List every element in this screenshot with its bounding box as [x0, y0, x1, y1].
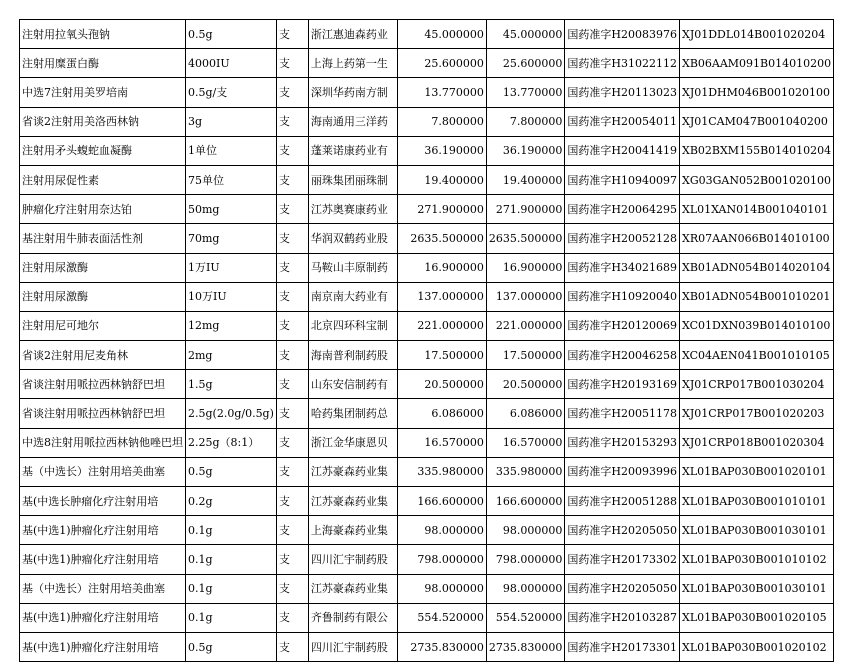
drug-code-cell[interactable]: XG03GAN052B001020100 — [679, 165, 833, 194]
retail-price-cell[interactable]: 20.500000 — [486, 370, 564, 399]
price-cell[interactable]: 2635.500000 — [397, 224, 486, 253]
unit-cell[interactable]: 支 — [276, 253, 308, 282]
unit-cell[interactable]: 支 — [276, 341, 308, 370]
drug-name-cell[interactable]: 注射用尿促性素 — [20, 165, 186, 194]
approval-number-cell[interactable]: 国药准字H20093996 — [565, 457, 680, 486]
approval-number-cell[interactable]: 国药准字H20205050 — [565, 516, 680, 545]
drug-name-cell[interactable]: 基注射用牛肺表面活性剂 — [20, 224, 186, 253]
manufacturer-cell[interactable]: 北京四环科宝制 — [308, 311, 397, 340]
drug-code-cell[interactable]: XJ01DDL014B001020204 — [679, 20, 833, 49]
manufacturer-cell[interactable]: 浙江惠迪森药业 — [308, 20, 397, 49]
unit-cell[interactable]: 支 — [276, 632, 308, 661]
drug-code-cell[interactable]: XJ01CAM047B001040200 — [679, 107, 833, 136]
unit-cell[interactable]: 支 — [276, 311, 308, 340]
price-cell[interactable]: 16.900000 — [397, 253, 486, 282]
price-cell[interactable]: 335.980000 — [397, 457, 486, 486]
manufacturer-cell[interactable]: 丽珠集团丽珠制 — [308, 165, 397, 194]
unit-cell[interactable]: 支 — [276, 487, 308, 516]
retail-price-cell[interactable]: 2735.830000 — [486, 632, 564, 661]
drug-code-cell[interactable]: XL01BAP030B001020105 — [679, 603, 833, 632]
spec-cell[interactable]: 3g — [186, 107, 277, 136]
price-cell[interactable]: 137.000000 — [397, 282, 486, 311]
unit-cell[interactable]: 支 — [276, 574, 308, 603]
price-cell[interactable]: 271.900000 — [397, 195, 486, 224]
drug-name-cell[interactable]: 省谈注射用哌拉西林钠舒巴坦 — [20, 370, 186, 399]
spec-cell[interactable]: 0.5g — [186, 632, 277, 661]
drug-name-cell[interactable]: 省谈2注射用尼麦角林 — [20, 341, 186, 370]
retail-price-cell[interactable]: 16.900000 — [486, 253, 564, 282]
approval-number-cell[interactable]: 国药准字H20046258 — [565, 341, 680, 370]
table-row — [20, 49, 834, 78]
retail-price-cell[interactable]: 25.600000 — [486, 49, 564, 78]
unit-cell[interactable]: 支 — [276, 428, 308, 457]
retail-price-cell[interactable]: 554.520000 — [486, 603, 564, 632]
retail-price-cell[interactable]: 221.000000 — [486, 311, 564, 340]
table-row — [20, 195, 834, 224]
approval-number-cell[interactable]: 国药准字H20041419 — [565, 136, 680, 165]
drug-name-cell[interactable]: 基(中选1)肿瘤化疗注射用培 — [20, 603, 186, 632]
unit-cell[interactable]: 支 — [276, 545, 308, 574]
spec-cell[interactable]: 0.1g — [186, 574, 277, 603]
manufacturer-cell[interactable]: 海南普利制药股 — [308, 341, 397, 370]
spec-cell[interactable]: 0.2g — [186, 487, 277, 516]
price-cell[interactable]: 13.770000 — [397, 78, 486, 107]
unit-cell[interactable]: 支 — [276, 49, 308, 78]
drug-name-cell[interactable]: 省谈注射用哌拉西林钠舒巴坦 — [20, 399, 186, 428]
spec-cell[interactable]: 70mg — [186, 224, 277, 253]
price-cell[interactable]: 16.570000 — [397, 428, 486, 457]
unit-cell[interactable]: 支 — [276, 457, 308, 486]
spec-cell[interactable]: 1万IU — [186, 253, 277, 282]
retail-price-cell[interactable]: 7.800000 — [486, 107, 564, 136]
unit-cell[interactable]: 支 — [276, 78, 308, 107]
table-row — [20, 603, 834, 632]
drug-code-cell[interactable]: XB06AAM091B014010200 — [679, 49, 833, 78]
manufacturer-cell[interactable]: 南京南大药业有 — [308, 282, 397, 311]
drug-name-cell[interactable]: 注射用矛头蝮蛇血凝酶 — [20, 136, 186, 165]
drug-name-cell[interactable]: 肿瘤化疗注射用奈达铂 — [20, 195, 186, 224]
manufacturer-cell[interactable]: 深圳华药南方制 — [308, 78, 397, 107]
drug-code-cell[interactable]: XL01BAP030B001010101 — [679, 487, 833, 516]
drug-name-cell[interactable]: 省谈2注射用美洛西林钠 — [20, 107, 186, 136]
spec-cell[interactable]: 12mg — [186, 311, 277, 340]
spec-cell[interactable]: 4000IU — [186, 49, 277, 78]
table-row — [20, 370, 834, 399]
drug-code-cell[interactable]: XJ01CRP017B001020203 — [679, 399, 833, 428]
drug-name-cell[interactable]: 注射用尿激酶 — [20, 282, 186, 311]
price-cell[interactable]: 221.000000 — [397, 311, 486, 340]
retail-price-cell[interactable]: 19.400000 — [486, 165, 564, 194]
retail-price-cell[interactable]: 36.190000 — [486, 136, 564, 165]
drug-name-cell[interactable]: 基(中选长肿瘤化疗注射用培 — [20, 487, 186, 516]
price-cell[interactable]: 25.600000 — [397, 49, 486, 78]
manufacturer-cell[interactable]: 江苏豪森药业集 — [308, 457, 397, 486]
retail-price-cell[interactable]: 13.770000 — [486, 78, 564, 107]
approval-number-cell[interactable]: 国药准字H20205050 — [565, 574, 680, 603]
table-row — [20, 428, 834, 457]
unit-cell[interactable]: 支 — [276, 107, 308, 136]
spec-cell[interactable]: 0.5g — [186, 20, 277, 49]
manufacturer-cell[interactable]: 江苏豪森药业集 — [308, 574, 397, 603]
drug-name-cell[interactable]: 中选8注射用哌拉西林钠他唑巴坦 — [20, 428, 186, 457]
approval-number-cell[interactable]: 国药准字H10920040 — [565, 282, 680, 311]
drug-code-cell[interactable]: XJ01CRP017B001030204 — [679, 370, 833, 399]
table-row — [20, 399, 834, 428]
spec-cell[interactable]: 0.1g — [186, 603, 277, 632]
drug-code-cell[interactable]: XL01BAP030B001020102 — [679, 632, 833, 661]
spec-cell[interactable]: 50mg — [186, 195, 277, 224]
drug-code-cell[interactable]: XL01XAN014B001040101 — [679, 195, 833, 224]
unit-cell[interactable]: 支 — [276, 399, 308, 428]
price-cell[interactable]: 19.400000 — [397, 165, 486, 194]
retail-price-cell[interactable]: 98.000000 — [486, 516, 564, 545]
spec-cell[interactable]: 2.25g（8:1） — [186, 428, 277, 457]
retail-price-cell[interactable]: 2635.500000 — [486, 224, 564, 253]
unit-cell[interactable]: 支 — [276, 282, 308, 311]
price-cell[interactable]: 7.800000 — [397, 107, 486, 136]
drug-name-cell[interactable]: 基（中选长）注射用培美曲塞 — [20, 457, 186, 486]
drug-price-table — [19, 19, 834, 662]
spec-cell[interactable]: 0.1g — [186, 516, 277, 545]
drug-name-cell[interactable]: 基(中选1)肿瘤化疗注射用培 — [20, 632, 186, 661]
drug-code-cell[interactable]: XJ01DHM046B001020100 — [679, 78, 833, 107]
price-cell[interactable]: 554.520000 — [397, 603, 486, 632]
drug-name-cell[interactable]: 基（中选长）注射用培美曲塞 — [20, 574, 186, 603]
approval-number-cell[interactable]: 国药准字H20103287 — [565, 603, 680, 632]
unit-cell[interactable]: 支 — [276, 165, 308, 194]
unit-cell[interactable]: 支 — [276, 20, 308, 49]
table-row — [20, 224, 834, 253]
manufacturer-cell[interactable]: 哈药集团制药总 — [308, 399, 397, 428]
drug-code-cell[interactable]: XL01BAP030B001010102 — [679, 545, 833, 574]
drug-code-cell[interactable]: XJ01CRP018B001020304 — [679, 428, 833, 457]
spec-cell[interactable]: 1单位 — [186, 136, 277, 165]
approval-number-cell[interactable]: 国药准字H20083976 — [565, 20, 680, 49]
drug-name-cell[interactable]: 注射用糜蛋白酶 — [20, 49, 186, 78]
approval-number-cell[interactable]: 国药准字H20120069 — [565, 311, 680, 340]
retail-price-cell[interactable]: 6.086000 — [486, 399, 564, 428]
approval-number-cell[interactable]: 国药准字H20193169 — [565, 370, 680, 399]
manufacturer-cell[interactable]: 齐鲁制药有限公 — [308, 603, 397, 632]
drug-name-cell[interactable]: 基(中选1)肿瘤化疗注射用培 — [20, 516, 186, 545]
drug-code-cell[interactable]: XB01ADN054B014020104 — [679, 253, 833, 282]
price-cell[interactable]: 45.000000 — [397, 20, 486, 49]
drug-code-cell[interactable]: XB02BXM155B014010204 — [679, 136, 833, 165]
drug-code-cell[interactable]: XL01BAP030B001030101 — [679, 574, 833, 603]
manufacturer-cell[interactable]: 江苏豪森药业集 — [308, 487, 397, 516]
approval-number-cell[interactable]: 国药准字H34021689 — [565, 253, 680, 282]
spec-cell[interactable]: 0.1g — [186, 545, 277, 574]
drug-name-cell[interactable]: 注射用拉氧头孢钠 — [20, 20, 186, 49]
table-row — [20, 545, 834, 574]
retail-price-cell[interactable]: 798.000000 — [486, 545, 564, 574]
table-row — [20, 282, 834, 311]
drug-code-cell[interactable]: XL01BAP030B001020101 — [679, 457, 833, 486]
retail-price-cell[interactable]: 98.000000 — [486, 574, 564, 603]
table-row — [20, 341, 834, 370]
retail-price-cell[interactable]: 335.980000 — [486, 457, 564, 486]
table-row — [20, 311, 834, 340]
unit-cell[interactable]: 支 — [276, 516, 308, 545]
table-row — [20, 107, 834, 136]
manufacturer-cell[interactable]: 四川汇宇制药股 — [308, 545, 397, 574]
retail-price-cell[interactable]: 271.900000 — [486, 195, 564, 224]
drug-code-cell[interactable]: XB01ADN054B001010201 — [679, 282, 833, 311]
price-cell[interactable]: 2735.830000 — [397, 632, 486, 661]
table-row — [20, 20, 834, 49]
spec-cell[interactable]: 2.5g(2.0g/0.5g) — [186, 399, 277, 428]
drug-name-cell[interactable]: 注射用尼可地尔 — [20, 311, 186, 340]
unit-cell[interactable]: 支 — [276, 370, 308, 399]
drug-code-cell[interactable]: XR07AAN066B014010100 — [679, 224, 833, 253]
table-row — [20, 574, 834, 603]
spec-cell[interactable]: 0.5g/支 — [186, 78, 277, 107]
drug-name-cell[interactable]: 中选7注射用美罗培南 — [20, 78, 186, 107]
manufacturer-cell[interactable]: 马鞍山丰原制药 — [308, 253, 397, 282]
price-cell[interactable]: 98.000000 — [397, 516, 486, 545]
drug-code-cell[interactable]: XC04AEN041B001010105 — [679, 341, 833, 370]
approval-number-cell[interactable]: 国药准字H10940097 — [565, 165, 680, 194]
approval-number-cell[interactable]: 国药准字H20173301 — [565, 632, 680, 661]
spec-cell[interactable]: 1.5g — [186, 370, 277, 399]
manufacturer-cell[interactable]: 山东安信制药有 — [308, 370, 397, 399]
retail-price-cell[interactable]: 16.570000 — [486, 428, 564, 457]
unit-cell[interactable]: 支 — [276, 224, 308, 253]
manufacturer-cell[interactable]: 浙江金华康恩贝 — [308, 428, 397, 457]
approval-number-cell[interactable]: 国药准字H31022112 — [565, 49, 680, 78]
price-cell[interactable]: 20.500000 — [397, 370, 486, 399]
table-row — [20, 487, 834, 516]
table-row — [20, 78, 834, 107]
approval-number-cell[interactable]: 国药准字H20051288 — [565, 487, 680, 516]
price-cell[interactable]: 36.190000 — [397, 136, 486, 165]
unit-cell[interactable]: 支 — [276, 603, 308, 632]
manufacturer-cell[interactable]: 华润双鹤药业股 — [308, 224, 397, 253]
spec-cell[interactable]: 0.5g — [186, 457, 277, 486]
price-cell[interactable]: 166.600000 — [397, 487, 486, 516]
approval-number-cell[interactable]: 国药准字H20113023 — [565, 78, 680, 107]
price-cell[interactable]: 17.500000 — [397, 341, 486, 370]
drug-code-cell[interactable]: XC01DXN039B014010100 — [679, 311, 833, 340]
spec-cell[interactable]: 75单位 — [186, 165, 277, 194]
drug-code-cell[interactable]: XL01BAP030B001030101 — [679, 516, 833, 545]
retail-price-cell[interactable]: 45.000000 — [486, 20, 564, 49]
price-cell[interactable]: 6.086000 — [397, 399, 486, 428]
approval-number-cell[interactable]: 国药准字H20153293 — [565, 428, 680, 457]
price-cell[interactable]: 98.000000 — [397, 574, 486, 603]
manufacturer-cell[interactable]: 上海豪森药业集 — [308, 516, 397, 545]
spec-cell[interactable]: 2mg — [186, 341, 277, 370]
manufacturer-cell[interactable]: 海南通用三洋药 — [308, 107, 397, 136]
manufacturer-cell[interactable]: 江苏奥赛康药业 — [308, 195, 397, 224]
drug-name-cell[interactable]: 注射用尿激酶 — [20, 253, 186, 282]
retail-price-cell[interactable]: 17.500000 — [486, 341, 564, 370]
approval-number-cell[interactable]: 国药准字H20052128 — [565, 224, 680, 253]
price-cell[interactable]: 798.000000 — [397, 545, 486, 574]
table-row — [20, 516, 834, 545]
table-row — [20, 457, 834, 486]
table-row — [20, 632, 834, 661]
manufacturer-cell[interactable]: 四川汇宇制药股 — [308, 632, 397, 661]
approval-number-cell[interactable]: 国药准字H20064295 — [565, 195, 680, 224]
approval-number-cell[interactable]: 国药准字H20054011 — [565, 107, 680, 136]
spec-cell[interactable]: 10万IU — [186, 282, 277, 311]
manufacturer-cell[interactable]: 蓬莱诺康药业有 — [308, 136, 397, 165]
approval-number-cell[interactable]: 国药准字H20173302 — [565, 545, 680, 574]
drug-name-cell[interactable]: 基(中选1)肿瘤化疗注射用培 — [20, 545, 186, 574]
retail-price-cell[interactable]: 137.000000 — [486, 282, 564, 311]
unit-cell[interactable]: 支 — [276, 195, 308, 224]
retail-price-cell[interactable]: 166.600000 — [486, 487, 564, 516]
table-row — [20, 253, 834, 282]
table-row — [20, 136, 834, 165]
approval-number-cell[interactable]: 国药准字H20051178 — [565, 399, 680, 428]
unit-cell[interactable]: 支 — [276, 136, 308, 165]
manufacturer-cell[interactable]: 上海上药第一生 — [308, 49, 397, 78]
table-row — [20, 165, 834, 194]
